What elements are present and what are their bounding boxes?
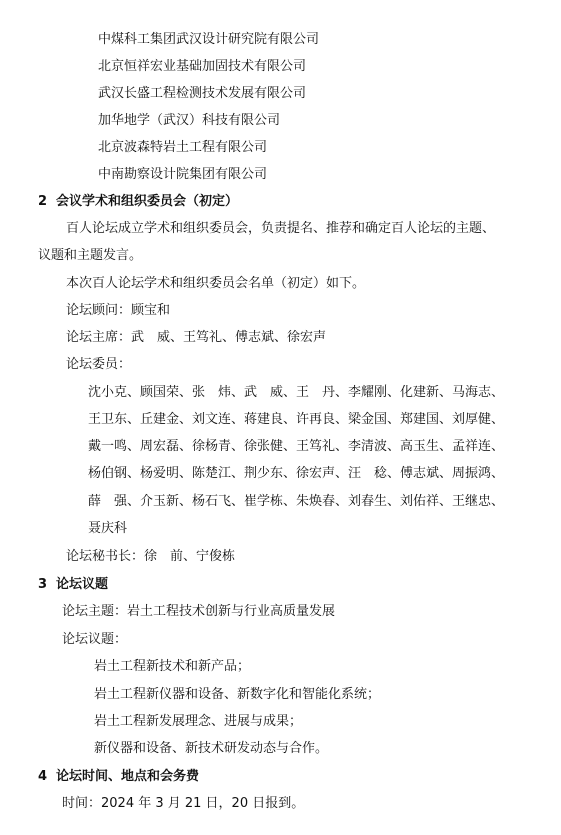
company-item: 中南勘察设计院集团有限公司 (98, 167, 268, 182)
members-line: 沈小克、顾国荣、张 炜、武 威、王 丹、李耀刚、化建新、马海志、 (88, 385, 505, 400)
forum-members-label: 论坛委员： (66, 357, 132, 372)
section-2-heading (38, 193, 238, 211)
section-3-heading (38, 576, 108, 594)
forum-secretary: 论坛秘书长：徐 前、宁俊栋 (66, 549, 236, 564)
topic-item: 岩土工程新技术和新产品； (94, 659, 251, 674)
paragraph-line: 议题和主题发言。 (38, 248, 143, 263)
forum-topics-label: 论坛议题： (62, 632, 128, 647)
members-line: 薛 强、介玉新、杨石飞、崔学栋、朱焕春、刘春生、刘佑祥、王继忠、 (88, 494, 505, 509)
forum-chairs: 论坛主席：武 威、王笃礼、傅志斌、徐宏声 (66, 330, 327, 345)
forum-advisor: 论坛顾问：顾宝和 (66, 303, 171, 318)
members-line: 杨伯钢、杨爱明、陈楚江、荆少东、徐宏声、汪 稔、傅志斌、周振鸿、 (88, 466, 505, 481)
section-title: 会议学术和组织委员会（初定） (56, 194, 239, 209)
section-title: 论坛时间、地点和会务费 (56, 769, 200, 784)
company-item: 加华地学（武汉）科技有限公司 (98, 113, 281, 128)
topic-item: 岩土工程新仪器和设备、新数字化和智能化系统； (94, 687, 381, 702)
section-number: 4 (38, 769, 48, 784)
members-line: 戴一鸣、周宏磊、徐杨青、徐张健、王笃礼、李清波、高玉生、孟祥连、 (88, 439, 505, 454)
topic-item: 岩土工程新发展理念、进展与成果； (94, 714, 303, 729)
forum-time: 时间：2024 年 3 月 21 日，20 日报到。 (62, 796, 305, 811)
paragraph-line: 本次百人论坛学术和组织委员会名单（初定）如下。 (66, 276, 366, 291)
company-item: 武汉长盛工程检测技术发展有限公司 (98, 86, 307, 101)
forum-theme: 论坛主题：岩土工程技术创新与行业高质量发展 (62, 604, 336, 619)
section-number: 2 (38, 194, 48, 209)
company-item: 北京波森特岩土工程有限公司 (98, 140, 268, 155)
section-number: 3 (38, 577, 48, 592)
company-item: 中煤科工集团武汉设计研究院有限公司 (98, 32, 320, 47)
section-4-heading (38, 768, 199, 786)
members-line: 王卫东、丘建金、刘文连、蒋建良、许再良、梁金国、郑建国、刘厚健、 (88, 412, 505, 427)
section-title: 论坛议题 (56, 577, 109, 592)
members-line: 聂庆科 (88, 521, 128, 536)
paragraph-line: 百人论坛成立学术和组织委员会，负责提名、推荐和确定百人论坛的主题、 (66, 221, 496, 236)
company-item: 北京恒祥宏业基础加固技术有限公司 (98, 59, 307, 74)
topic-item: 新仪器和设备、新技术研发动态与合作。 (94, 741, 329, 756)
